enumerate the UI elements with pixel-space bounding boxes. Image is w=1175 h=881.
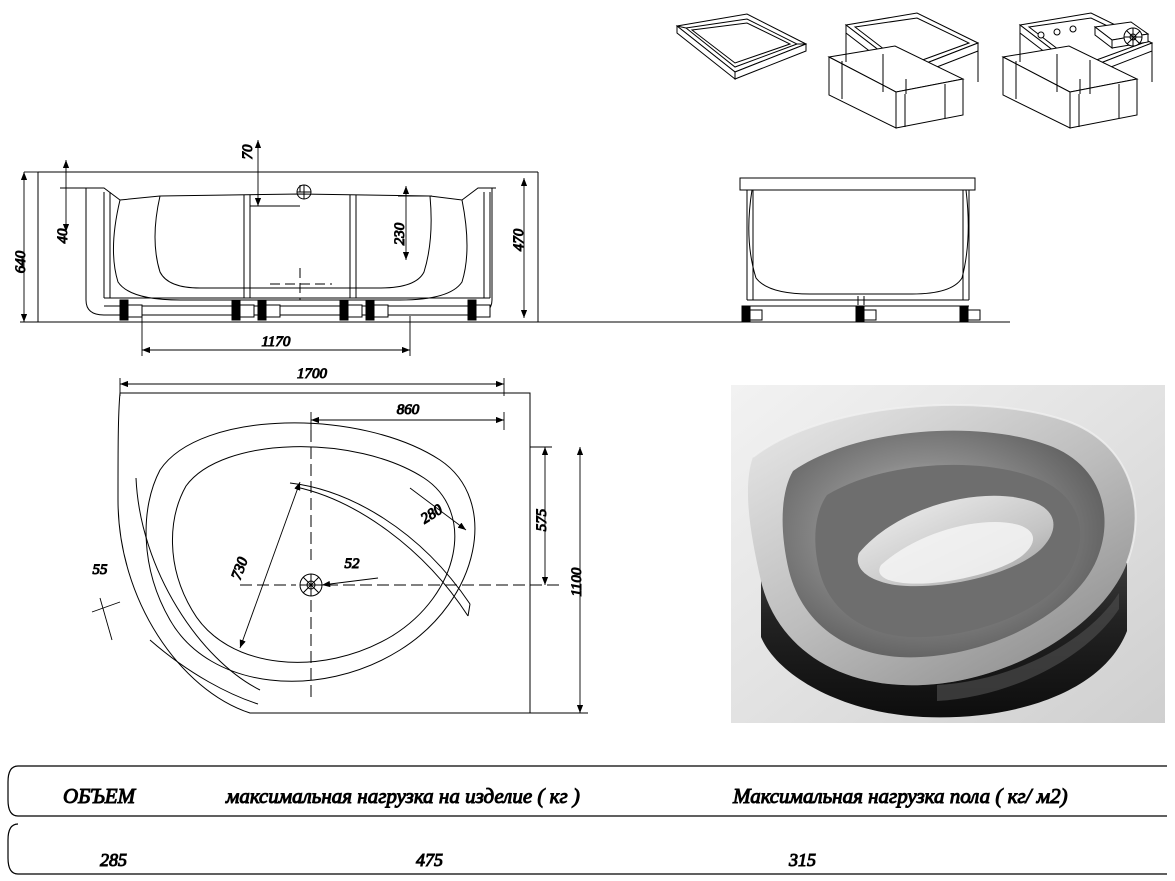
spec-table (8, 766, 1167, 874)
spec-value-max-product-load: 475 (416, 850, 443, 870)
side-elevation-view (740, 178, 980, 322)
dim-diagonal: 730 (228, 555, 252, 582)
dim-bowl-height: 470 (511, 228, 527, 252)
dim-radius-corner: 280 (418, 501, 446, 528)
product-render-image (731, 385, 1165, 723)
dim-drain-diameter: 52 (344, 556, 360, 572)
dim-foot-span: 1170 (261, 334, 291, 350)
iso-view-tub-hydromassage (1003, 13, 1152, 128)
spec-table-text (63, 784, 1068, 870)
dim-edge-offset: 55 (92, 562, 108, 578)
dim-width-overall: 1100 (569, 567, 585, 597)
iso-view-tub-frame (829, 13, 978, 128)
dim-inner-width: 575 (534, 508, 550, 532)
plan-view (118, 393, 560, 713)
spec-header-max-floor-load: Максимальная нагрузка пола ( кг/ м2) (733, 784, 1068, 808)
dim-rim-thickness: 40 (55, 228, 71, 244)
dim-overflow-offset: 70 (240, 144, 256, 160)
spec-header-max-product-load: максимальная нагрузка на изделие ( кг ) (226, 784, 580, 808)
dim-length-overall: 1700 (297, 366, 327, 382)
spec-value-max-floor-load: 315 (789, 850, 816, 870)
dim-inner-depth: 230 (392, 222, 408, 246)
spec-header-volume: ОБЪЕМ (63, 784, 136, 808)
spec-value-volume: 285 (100, 850, 127, 870)
dim-inner-length: 860 (396, 402, 420, 418)
iso-view-tub-shell (677, 14, 806, 79)
dim-height-overall: 640 (13, 250, 29, 274)
